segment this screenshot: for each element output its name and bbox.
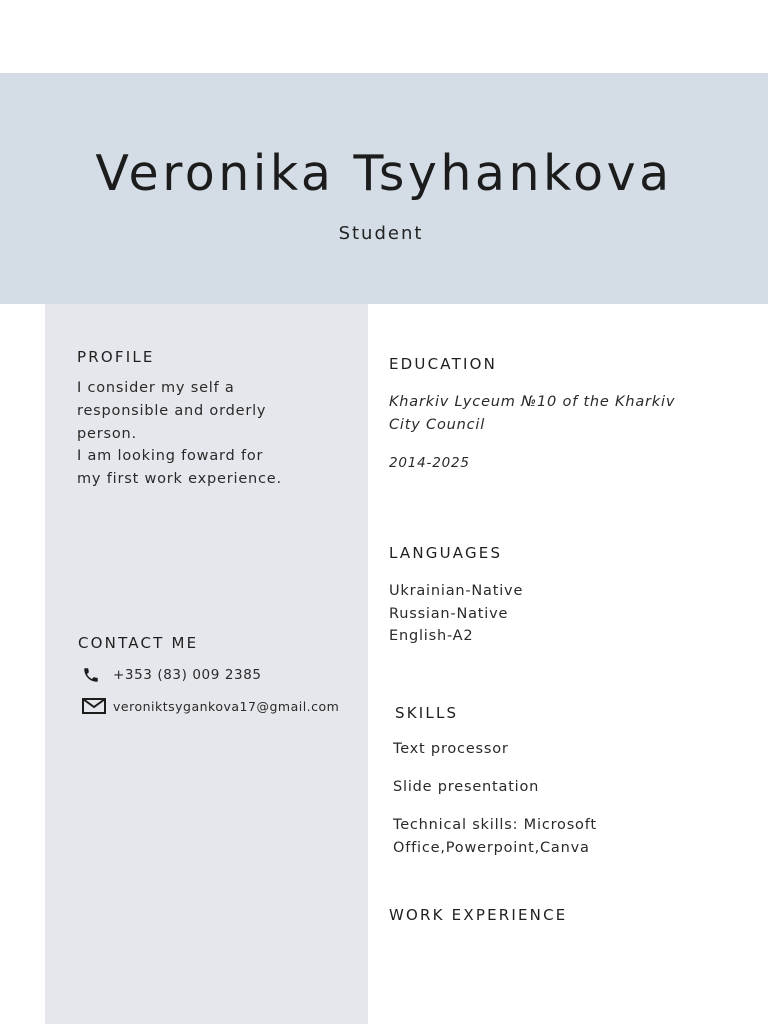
skills-heading: SKILLS bbox=[395, 704, 459, 722]
profile-heading: PROFILE bbox=[77, 348, 155, 366]
languages-heading: LANGUAGES bbox=[389, 544, 503, 562]
languages-list bbox=[389, 580, 523, 648]
candidate-name: Veronika Tsyhankova bbox=[95, 145, 673, 202]
candidate-role: Student bbox=[338, 223, 424, 244]
contact-email[interactable]: veroniktsygankova17@gmail.com bbox=[113, 698, 340, 714]
contact-heading: CONTACT ME bbox=[78, 634, 199, 652]
skill-line: Slide presentation bbox=[393, 779, 540, 795]
education-heading: EDUCATION bbox=[389, 355, 497, 373]
skill-line: Office,Powerpoint,Canva bbox=[393, 839, 590, 856]
profile-line: responsible and orderly bbox=[77, 402, 267, 419]
contact-phone-row bbox=[82, 666, 262, 684]
education-school bbox=[389, 391, 675, 437]
profile-line: I am looking foward for bbox=[77, 448, 264, 465]
profile-line: I consider my self a bbox=[77, 380, 235, 396]
language-item: Russian-Native bbox=[389, 605, 509, 622]
skill-item bbox=[393, 738, 509, 761]
skill-line: Text processor bbox=[393, 741, 509, 757]
contact-email-row bbox=[82, 697, 339, 715]
envelope-icon bbox=[82, 697, 108, 715]
profile-line: person. bbox=[77, 425, 137, 442]
education-years: 2014-2025 bbox=[389, 455, 470, 471]
language-item: Ukrainian-Native bbox=[389, 583, 524, 599]
profile-line: my first work experience. bbox=[77, 471, 282, 488]
work-experience-heading: WORK EXPERIENCE bbox=[389, 906, 568, 924]
profile-text bbox=[77, 377, 282, 491]
education-school-line: Kharkiv Lyceum №10 of the Kharkiv bbox=[389, 394, 676, 410]
language-item: English-A2 bbox=[389, 628, 474, 644]
skill-line: Technical skills: Microsoft bbox=[393, 817, 597, 833]
phone-icon bbox=[82, 666, 108, 684]
contact-phone[interactable]: +353 (83) 009 2385 bbox=[113, 667, 262, 683]
education-school-line: City Council bbox=[389, 416, 486, 433]
skill-item bbox=[393, 776, 539, 799]
skill-item bbox=[393, 814, 597, 860]
